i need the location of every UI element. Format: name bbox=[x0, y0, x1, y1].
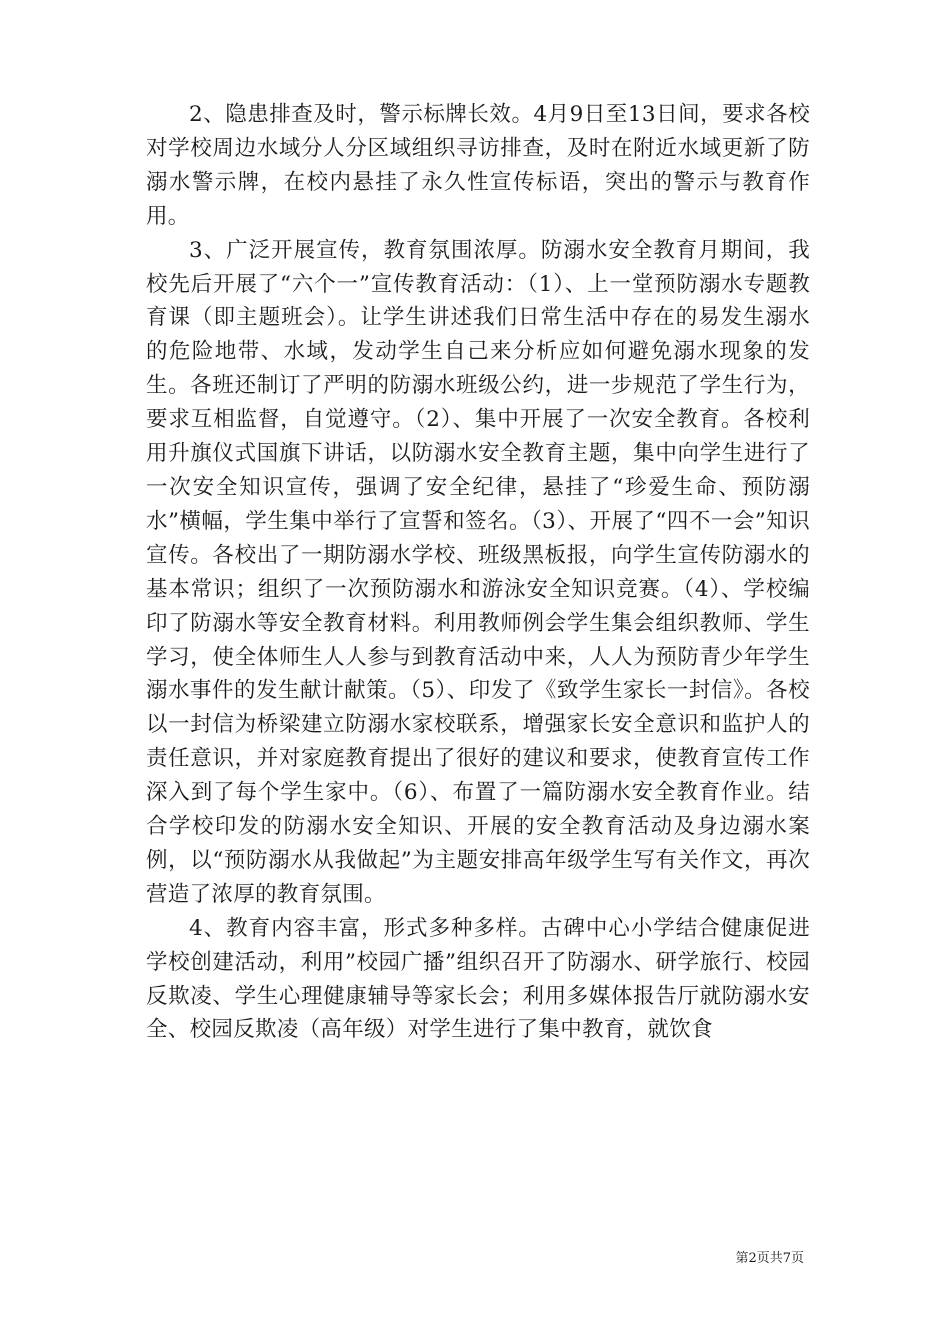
page-number-footer: 第2页共7页 bbox=[735, 1251, 804, 1266]
paragraph-hazard-inspection: 2、隐患排查及时，警示标牌长效。4月9日至13日间，要求各校对学校周边水域分人分区域组织寻访排查，及时在附近水域更新了防溺水警示牌，在校内悬挂了永久性宣传标语，突出的警示与教育作用。 bbox=[146, 102, 810, 229]
paragraph-publicity-campaign: 3、广泛开展宣传，教育氛围浓厚。防溺水安全教育月期间，我校先后开展了“六个一”宣传教育活动：（1）、上一堂预防溺水专题教育课（即主题班会）。让学生讲述我们日常生活中存在的易发生溺水的危险地带、水域，发动学生自己来分析应如何避免溺水现象的发生。各班还制订了严明的防溺水班级公约，进一步规范了学生行为，要求互相监督，自觉遵守。（2）、集中开展了一次安全教育。各校利用升旗仪式国旗下讲话，以防溺水安全教育主题，集中向学生进行了一次安全知识宣传，强调了安全纪律，悬挂了“珍爱生命、预防溺水”横幅，学生集中举行了宣誓和签名。（3）、开展了“四不一会”知识宣传。各校出了一期防溺水学校、班级黑板报，向学生宣传防溺水的基本常识；组织了一次预防溺水和游泳安全知识竞赛。（4）、学校编印了防溺水等安全教育材料。利用教师例会学生集会组织教师、学生学习，使全体师生人人参与到教育活动中来，人人为预防青少年学生溺水事件的发生献计献策。（5）、印发了《致学生家长一封信》。各校以一封信为桥梁建立防溺水家校联系，增强家长安全意识和监护人的责任意识，并对家庭教育提出了很好的建议和要求，使教育宣传工作深入到了每个学生家中。（6）、布置了一篇防溺水安全教育作业。结合学校印发的防溺水安全知识、开展的安全教育活动及身边溺水案例，以“预防溺水从我做起”为主题安排高年级学生写有关作文，再次营造了浓厚的教育氛围。 bbox=[146, 237, 810, 907]
document-body bbox=[146, 98, 810, 1047]
paragraph-education-content: 4、教育内容丰富，形式多种多样。古碑中心小学结合健康促进学校创建活动，利用”校园广播”组织召开了防溺水、研学旅行、校园反欺凌、学生心理健康辅导等家长会；利用多媒体报告厅就防溺水安全、校园反欺凌（高年级）对学生进行了集中教育，就饮食 bbox=[146, 915, 810, 1043]
